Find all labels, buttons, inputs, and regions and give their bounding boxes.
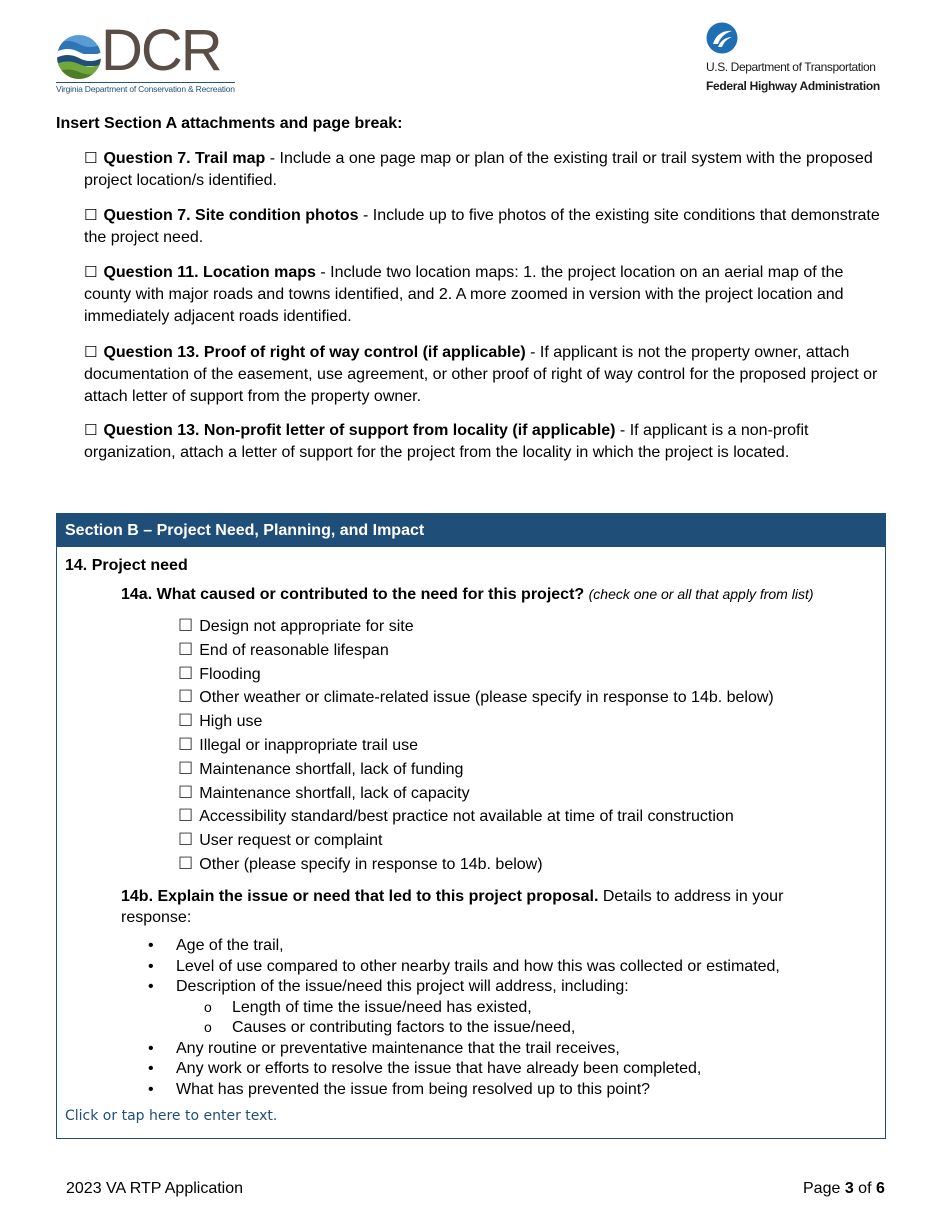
attachment-title: Question 7. Trail map: [103, 150, 266, 167]
checkbox-icon[interactable]: ☐: [178, 639, 194, 659]
attachment-item: [84, 205, 894, 249]
checkbox-icon[interactable]: ☐: [178, 806, 194, 826]
dcr-logo-icon: [56, 34, 102, 80]
details-list: [148, 936, 780, 1100]
list-item: [178, 804, 774, 828]
list-item: [178, 757, 774, 781]
question-14a: [121, 586, 814, 604]
checkbox-icon[interactable]: ☐: [178, 711, 194, 731]
attachment-title: Question 7. Site condition photos: [103, 207, 359, 224]
option-label: End of reasonable lifespan: [199, 641, 389, 659]
question-14a-hint: (check one or all that apply from list): [588, 586, 814, 602]
checkbox-icon[interactable]: ☐: [178, 830, 194, 850]
checkbox-icon[interactable]: ☐: [84, 344, 98, 361]
checkbox-icon[interactable]: ☐: [178, 687, 194, 707]
attachment-title: Question 11. Location maps: [103, 264, 316, 281]
option-label: Flooding: [199, 665, 261, 683]
list-item: • Age of the trail,: [148, 936, 780, 957]
attachment-item: [84, 148, 894, 192]
checkbox-icon[interactable]: ☐: [178, 782, 194, 802]
option-label: Maintenance shortfall, lack of funding: [199, 760, 464, 778]
response-text-field[interactable]: Click or tap here to enter text.: [65, 1108, 278, 1124]
list-item: [178, 662, 774, 686]
list-item: [178, 614, 774, 638]
footer-title: 2023 VA RTP Application: [66, 1180, 244, 1197]
project-need-label: 14. Project need: [65, 557, 188, 574]
attachment-title: Question 13. Proof of right of way control (if applicable): [103, 344, 526, 361]
attachment-item: [84, 342, 894, 408]
list-item: o Causes or contributing factors to the issue/need,: [148, 1018, 780, 1039]
question-14b: [121, 886, 851, 928]
question-14a-text: 14a. What caused or contributed to the need for this project?: [121, 586, 585, 603]
list-item: [178, 638, 774, 662]
list-item: [178, 852, 774, 876]
checkbox-icon[interactable]: ☐: [84, 150, 98, 167]
checkbox-icon[interactable]: ☐: [178, 758, 194, 778]
attachment-item: [84, 420, 894, 464]
attachment-title: Question 13. Non-profit letter of support from locality (if applicable): [103, 422, 616, 439]
list-item: [178, 709, 774, 733]
usdot-name: U.S. Department of Transportation: [706, 60, 876, 74]
option-label: High use: [199, 713, 263, 731]
option-label: Illegal or inappropriate trail use: [199, 736, 419, 754]
page-of: of: [853, 1180, 876, 1197]
option-label: Other (please specify in response to 14b. below): [199, 855, 543, 873]
page-total: 6: [875, 1180, 885, 1197]
option-label: User request or complaint: [199, 832, 383, 850]
option-label: Design not appropriate for site: [199, 618, 414, 635]
list-item: • Any work or efforts to resolve the issue that have already been completed,: [148, 1059, 780, 1080]
checkbox-icon[interactable]: ☐: [178, 616, 194, 635]
option-label: Maintenance shortfall, lack of capacity: [199, 784, 470, 802]
attachment-desc: - If applicant is a non-profit organization, attach a letter of support for the project from the locality in which the project is located.: [84, 422, 809, 461]
checkbox-icon[interactable]: ☐: [84, 264, 98, 281]
page-number: [803, 1180, 885, 1198]
attachments-heading: Insert Section A attachments and page break:: [56, 115, 403, 132]
page-current: 3: [844, 1180, 854, 1197]
attachment-desc: - Include up to five photos of the existing site conditions that demonstrate the project need.: [84, 207, 880, 246]
checkbox-icon[interactable]: ☐: [84, 422, 98, 439]
page-prefix: Page: [803, 1180, 845, 1197]
list-item: [178, 685, 774, 709]
checkbox-icon[interactable]: ☐: [178, 853, 194, 873]
attachment-desc: - If applicant is not the property owner, attach documentation of the easement, use agreement, or other proof of right of way control for the proposed project or attach letter of support from the property owner.: [84, 344, 878, 405]
cause-checklist: [178, 614, 774, 876]
list-item: • Description of the issue/need this project will address, including:: [148, 977, 780, 998]
question-14b-text: 14b. Explain the issue or need that led to this project proposal.: [121, 888, 599, 905]
section-b-header: Section B – Project Need, Planning, and Impact: [57, 514, 886, 547]
attachment-item: [84, 262, 894, 328]
question-14b-detail: Details to address in your response:: [121, 888, 784, 926]
list-item: [178, 828, 774, 852]
checkbox-icon[interactable]: ☐: [178, 734, 194, 754]
list-item: • What has prevented the issue from being resolved up to this point?: [148, 1080, 780, 1101]
dcr-logo-text: DCR: [101, 18, 221, 83]
checkbox-icon[interactable]: ☐: [178, 663, 194, 683]
dcr-logo-subtitle: Virginia Department of Conservation & Recreation: [56, 84, 235, 94]
list-item: o Length of time the issue/need has existed,: [148, 998, 780, 1019]
checkbox-icon[interactable]: ☐: [84, 207, 98, 224]
option-label: Accessibility standard/best practice not available at time of trail construction: [199, 808, 734, 826]
attachment-desc: - Include a one page map or plan of the existing trail or trail system with the proposed project location/s identified.: [84, 150, 873, 189]
usdot-logo-icon: [706, 22, 738, 54]
option-label: Other weather or climate-related issue (please specify in response to 14b. below): [199, 689, 774, 707]
list-item: [178, 781, 774, 805]
attachment-desc: - Include two location maps: 1. the project location on an aerial map of the county with major roads and towns identified, and 2. A more zoomed in version with the project location and immediately adjacent roads identified.: [84, 264, 844, 325]
list-item: [178, 733, 774, 757]
list-item: • Any routine or preventative maintenance that the trail receives,: [148, 1039, 780, 1060]
list-item: • Level of use compared to other nearby trails and how this was collected or estimated,: [148, 957, 780, 978]
fhwa-name: Federal Highway Administration: [706, 79, 880, 93]
